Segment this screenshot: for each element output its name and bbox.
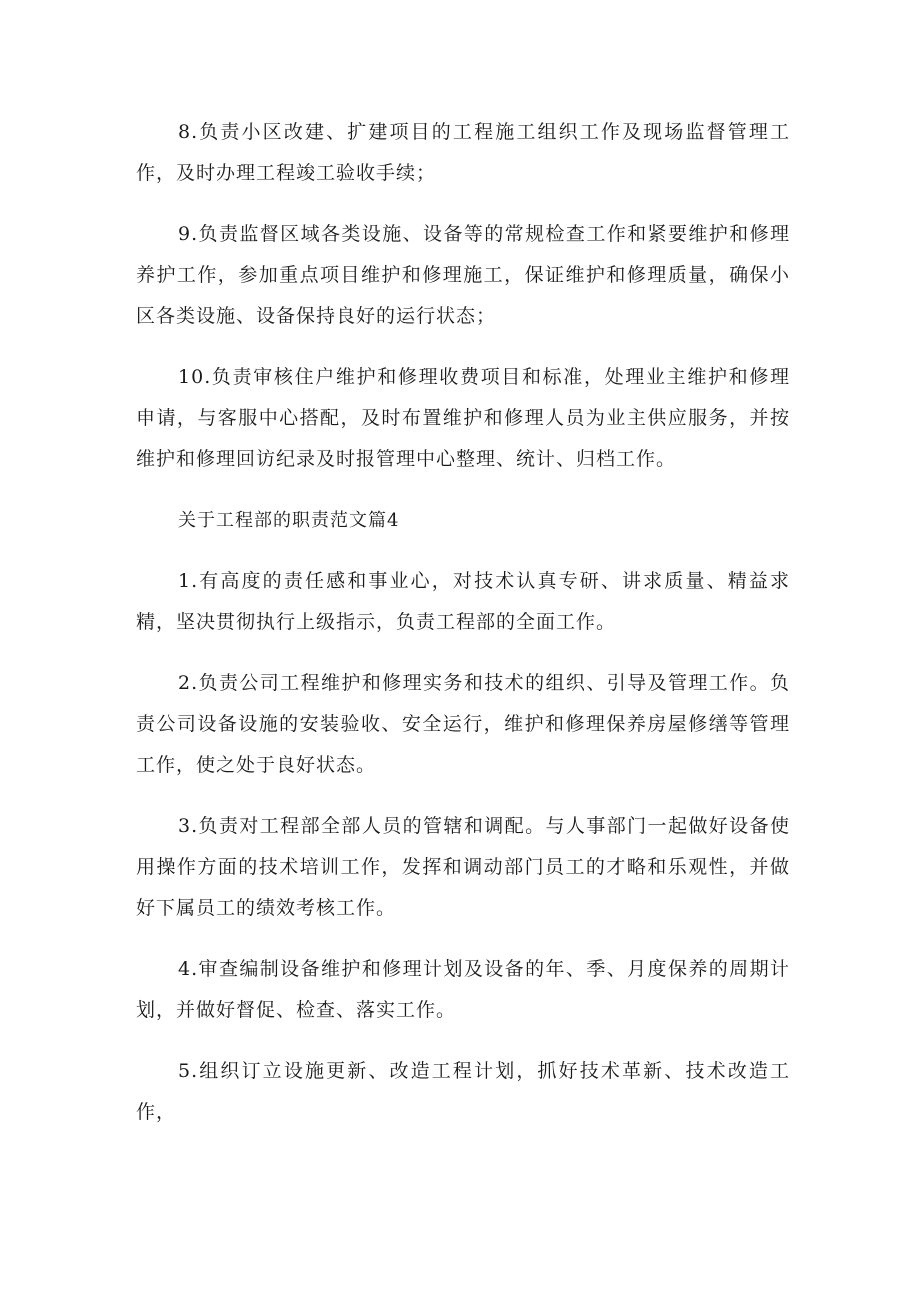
item-number: 8 xyxy=(178,121,192,143)
paragraph-item-9 xyxy=(136,214,790,337)
item-number: 9 xyxy=(178,223,192,245)
paragraph-item-10 xyxy=(136,357,790,480)
paragraph-item-5 xyxy=(136,1051,790,1133)
item-text: .负责对工程部全部人员的管辖和调配。与人事部门一起做好设备使用操作方面的技术培训工作，发挥和调动部门员工的才略和乐观性，并做好下属员工的绩效考核工作。 xyxy=(136,815,790,919)
item-text: .负责小区改建、扩建项目的工程施工组织工作及现场监督管理工作，及时办理工程竣工验收手续； xyxy=(136,121,790,184)
item-text: .负责监督区域各类设施、设备等的常规检查工作和紧要维护和修理养护工作，参加重点项目维护和修理施工，保证维护和修理质量，确保小区各类设施、设备保持良好的运行状态； xyxy=(136,223,790,327)
item-number: 1 xyxy=(178,570,192,592)
paragraph-item-8 xyxy=(136,112,790,194)
paragraph-item-2 xyxy=(136,663,790,786)
item-number: 5 xyxy=(178,1060,192,1082)
item-text: .有高度的责任感和事业心，对技术认真专研、讲求质量、精益求精，坚决贯彻执行上级指示，负责工程部的全面工作。 xyxy=(136,570,790,633)
paragraph-item-4 xyxy=(136,949,790,1031)
section-heading: 关于工程部的职责范文篇4 xyxy=(178,510,400,531)
paragraph-item-3 xyxy=(136,806,790,929)
paragraph-item-1 xyxy=(136,561,790,643)
item-number: 3 xyxy=(178,815,192,837)
item-text: .负责公司工程维护和修理实务和技术的组织、引导及管理工作。负责公司设备设施的安装验收、安全运行，维护和修理保养房屋修缮等管理工作，使之处于良好状态。 xyxy=(136,672,790,776)
item-number: 2 xyxy=(178,672,192,694)
document-body xyxy=(136,112,790,1153)
item-text: .负责审核住户维护和修理收费项目和标准，处理业主维护和修理申请，与客服中心搭配，及时布置维护和修理人员为业主供应服务，并按维护和修理回访纪录及时报管理中心整理、统计、归档工作。 xyxy=(136,366,790,470)
item-text: .审查编制设备维护和修理计划及设备的年、季、月度保养的周期计划，并做好督促、检查、落实工作。 xyxy=(136,958,790,1021)
item-text: .组织订立设施更新、改造工程计划，抓好技术革新、技术改造工作， xyxy=(136,1060,790,1123)
item-number: 4 xyxy=(178,958,192,980)
item-number: 10 xyxy=(178,366,205,388)
